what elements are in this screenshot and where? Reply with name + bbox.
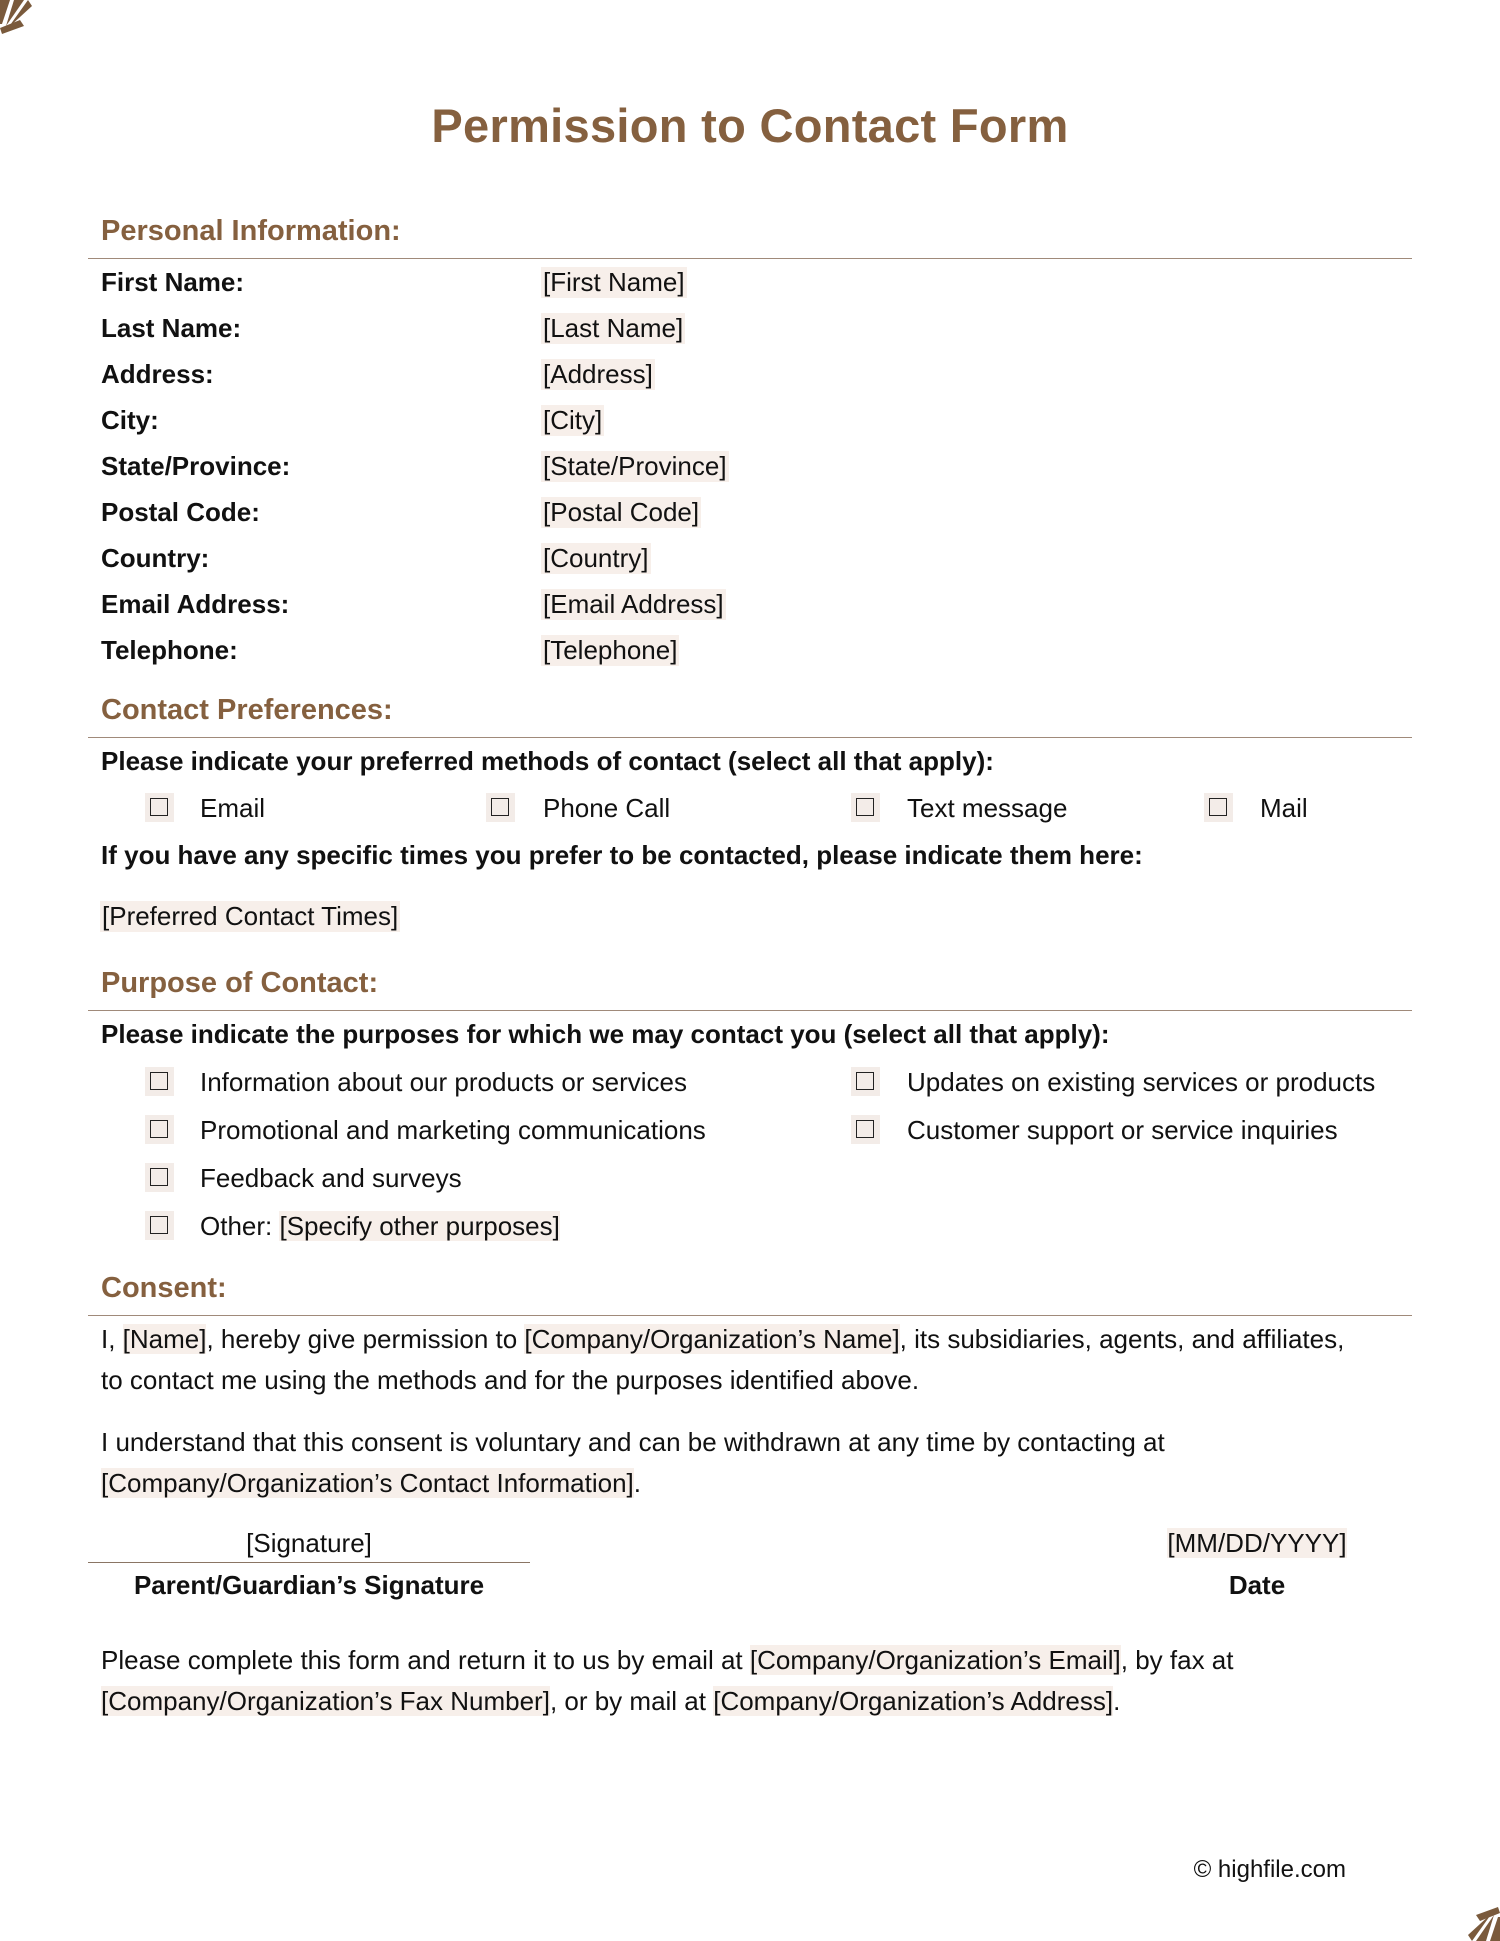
date-area <box>1107 1528 1407 1559</box>
footer-copyright: © highfile.com <box>1193 1856 1346 1883</box>
checkbox-purpose-feedback[interactable] <box>145 1163 174 1192</box>
company-email-field[interactable]: [Company/Organization’s Email] <box>749 1645 1121 1675</box>
country-field[interactable]: [Country] <box>543 543 649 573</box>
other-purpose-field[interactable]: [Specify other purposes] <box>279 1211 560 1241</box>
return-text: , or by mail at <box>549 1686 714 1716</box>
section-divider <box>88 1010 1412 1011</box>
consent-text: I understand that this consent is voluntary and can be withdrawn at any time by contacting at <box>101 1427 1165 1457</box>
checkbox-icon <box>856 1120 874 1138</box>
option-label-purpose-feedback: Feedback and surveys <box>200 1163 462 1193</box>
option-label-mail: Mail <box>1260 793 1308 823</box>
contact-times-prompt: If you have any specific times you prefer to be contacted, please indicate them here: <box>101 840 1143 870</box>
label-email: Email Address: <box>101 589 290 619</box>
consent-text: , its subsidiaries, agents, and affiliates, <box>899 1324 1345 1354</box>
consent-text: . <box>633 1468 642 1498</box>
checkbox-icon <box>856 798 874 816</box>
postal-code-field[interactable]: [Postal Code] <box>543 497 700 527</box>
last-name-field[interactable]: [Last Name] <box>543 313 684 343</box>
option-purpose-other <box>200 1211 560 1242</box>
consent-paragraph-1 <box>101 1319 1344 1401</box>
option-label-text-message: Text message <box>907 793 1068 823</box>
date-label: Date <box>1228 1570 1286 1600</box>
address-field[interactable]: [Address] <box>543 359 653 389</box>
signature-line <box>88 1562 530 1563</box>
consent-text: to contact me using the methods and for the purposes identified above. <box>101 1365 920 1395</box>
telephone-field[interactable]: [Telephone] <box>543 635 678 665</box>
signature-area <box>88 1528 530 1559</box>
purpose-instruction: Please indicate the purposes for which we may contact you (select all that apply): <box>101 1019 1110 1049</box>
checkbox-icon <box>491 798 509 816</box>
option-label-phone-call: Phone Call <box>543 793 671 823</box>
checkbox-icon <box>150 1168 168 1186</box>
checkbox-icon <box>150 1120 168 1138</box>
corner-fan-icon <box>0 0 60 60</box>
label-address: Address: <box>101 359 214 389</box>
checkbox-phone-call[interactable] <box>486 793 515 822</box>
checkbox-purpose-info[interactable] <box>145 1067 174 1096</box>
label-state: State/Province: <box>101 451 291 481</box>
date-field[interactable]: [MM/DD/YYYY] <box>1167 1528 1347 1558</box>
checkbox-icon <box>150 798 168 816</box>
option-label-purpose-updates: Updates on existing services or products <box>907 1067 1376 1097</box>
email-field[interactable]: [Email Address] <box>543 589 724 619</box>
section-divider <box>88 1315 1412 1316</box>
consent-paragraph-2 <box>101 1422 1165 1504</box>
contact-methods-instruction: Please indicate your preferred methods of contact (select all that apply): <box>101 746 994 776</box>
return-instructions <box>101 1640 1234 1722</box>
label-first-name: First Name: <box>101 267 245 297</box>
state-field[interactable]: [State/Province] <box>543 451 727 481</box>
consent-text: I, <box>101 1324 123 1354</box>
return-text: Please complete this form and return it to us by email at <box>101 1645 750 1675</box>
company-fax-field[interactable]: [Company/Organization’s Fax Number] <box>101 1686 550 1716</box>
consent-name-field[interactable]: [Name] <box>122 1324 207 1354</box>
return-text: . <box>1113 1686 1121 1716</box>
option-label-purpose-other: Other: <box>200 1211 280 1241</box>
checkbox-icon <box>150 1072 168 1090</box>
section-heading-personal: Personal Information: <box>101 215 401 247</box>
checkbox-purpose-support[interactable] <box>851 1115 880 1144</box>
checkbox-purpose-promotional[interactable] <box>145 1115 174 1144</box>
checkbox-purpose-other[interactable] <box>145 1211 174 1240</box>
label-city: City: <box>101 405 159 435</box>
label-postal-code: Postal Code: <box>101 497 260 527</box>
checkbox-purpose-updates[interactable] <box>851 1067 880 1096</box>
option-label-purpose-support: Customer support or service inquiries <box>907 1115 1338 1145</box>
signature-label: Parent/Guardian’s Signature <box>133 1570 485 1600</box>
preferred-times-field[interactable]: [Preferred Contact Times] <box>102 901 399 931</box>
checkbox-icon <box>856 1072 874 1090</box>
section-divider <box>88 737 1412 738</box>
section-heading-purpose: Purpose of Contact: <box>101 967 379 999</box>
form-title: Permission to Contact Form <box>431 99 1069 152</box>
label-telephone: Telephone: <box>101 635 238 665</box>
checkbox-text-message[interactable] <box>851 793 880 822</box>
consent-contact-info-field[interactable]: [Company/Organization’s Contact Information] <box>101 1468 634 1498</box>
consent-company-field[interactable]: [Company/Organization’s Name] <box>524 1324 900 1354</box>
first-name-field[interactable]: [First Name] <box>543 267 685 297</box>
section-heading-contact-prefs: Contact Preferences: <box>101 694 393 726</box>
checkbox-icon <box>1209 798 1227 816</box>
corner-fan-icon <box>1440 1881 1500 1941</box>
city-field[interactable]: [City] <box>543 405 603 435</box>
checkbox-email[interactable] <box>145 793 174 822</box>
option-label-email: Email <box>200 793 266 823</box>
company-address-field[interactable]: [Company/Organization’s Address] <box>713 1686 1114 1716</box>
signature-field[interactable]: [Signature] <box>246 1528 372 1558</box>
checkbox-icon <box>150 1216 168 1234</box>
section-divider <box>88 258 1412 259</box>
label-country: Country: <box>101 543 210 573</box>
option-label-purpose-info: Information about our products or services <box>200 1067 688 1097</box>
checkbox-mail[interactable] <box>1204 793 1233 822</box>
return-text: , by fax at <box>1120 1645 1234 1675</box>
option-label-purpose-promotional: Promotional and marketing communications <box>200 1115 706 1145</box>
consent-text: , hereby give permission to <box>206 1324 525 1354</box>
label-last-name: Last Name: <box>101 313 242 343</box>
section-heading-consent: Consent: <box>101 1272 227 1304</box>
